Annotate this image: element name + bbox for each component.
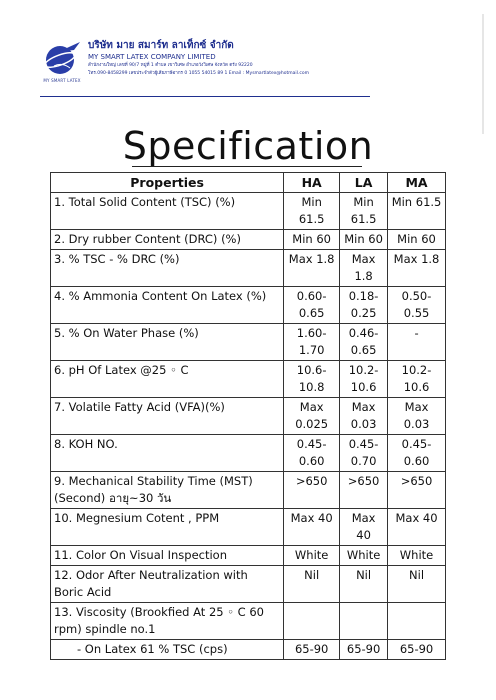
ma-value-cell: 65-90	[388, 640, 446, 660]
ha-value-cell: Min 61.5	[284, 193, 340, 230]
ma-value-cell: -	[388, 324, 446, 361]
ha-value-cell: Min 60	[284, 230, 340, 250]
table-row	[51, 324, 446, 361]
ha-value-cell: 65-90	[284, 640, 340, 660]
table-row	[51, 193, 446, 230]
table-body	[51, 193, 446, 660]
property-cell: 6. pH Of Latex @25 ◦ C	[51, 361, 284, 398]
ma-value-cell: Min 60	[388, 230, 446, 250]
property-cell: 10. Megnesium Cotent , PPM	[51, 509, 284, 546]
la-value-cell: Max 1.8	[340, 250, 388, 287]
table-row	[51, 566, 446, 603]
property-cell: 1. Total Solid Content (TSC) (%)	[51, 193, 284, 230]
property-cell: 13. Viscosity (Brookfied At 25 ◦ C 60 rpm) spindle no.1	[51, 603, 284, 640]
la-value-cell: Min 60	[340, 230, 388, 250]
la-value-cell: Nil	[340, 566, 388, 603]
table-row	[51, 361, 446, 398]
specification-table	[50, 172, 446, 660]
la-value-cell: >650	[340, 472, 388, 509]
property-cell: 2. Dry rubber Content (DRC) (%)	[51, 230, 284, 250]
ha-value-cell: White	[284, 546, 340, 566]
property-cell: 9. Mechanical Stability Time (MST)(Second) อายุ~30 วัน	[51, 472, 284, 509]
table-row	[51, 472, 446, 509]
letterhead	[40, 38, 370, 102]
table-row	[51, 398, 446, 435]
table-row	[51, 287, 446, 324]
ha-value-cell: Max 40	[284, 509, 340, 546]
table-row	[51, 603, 446, 640]
company-contact: โทร.090-8458299 เลขประจำตัวผู้เสียภาษีอากร 0 1055 54015 89 1 Email : Mysmartlatex@hotmail.com	[88, 71, 309, 76]
la-value-cell: 65-90	[340, 640, 388, 660]
property-cell: 4. % Ammonia Content On Latex (%)	[51, 287, 284, 324]
ma-value-cell	[388, 603, 446, 640]
header-properties: Properties	[51, 173, 284, 193]
table-row	[51, 250, 446, 287]
property-cell: 11. Color On Visual Inspection	[51, 546, 284, 566]
la-value-cell: 0.46-0.65	[340, 324, 388, 361]
page-title: Specification	[122, 124, 374, 168]
ma-value-cell: >650	[388, 472, 446, 509]
ma-value-cell: Nil	[388, 566, 446, 603]
property-cell: - On Latex 61 % TSC (cps)	[51, 640, 284, 660]
property-cell: 5. % On Water Phase (%)	[51, 324, 284, 361]
la-value-cell: 0.18-0.25	[340, 287, 388, 324]
ha-value-cell: Max 1.8	[284, 250, 340, 287]
globe-airplane-icon	[40, 38, 84, 78]
header-la: LA	[340, 173, 388, 193]
la-value-cell: Max 0.03	[340, 398, 388, 435]
ma-value-cell: Max 1.8	[388, 250, 446, 287]
letterhead-divider	[40, 96, 370, 97]
header-ha: HA	[284, 173, 340, 193]
ma-value-cell: White	[388, 546, 446, 566]
table-header-row	[51, 173, 446, 193]
table-row	[51, 435, 446, 472]
property-cell: 12. Odor After Neutralization with Boric Acid	[51, 566, 284, 603]
la-value-cell: 0.45-0.70	[340, 435, 388, 472]
company-address: สำนักงานใหญ่ เลขที่ 90/7 หมู่ที่ 1 ตำบล เขาวิเศษ อำเภอวังวิเศษ จังหวัด ตรัง 92220	[88, 63, 253, 68]
page-edge-line	[482, 14, 484, 134]
property-cell: 3. % TSC - % DRC (%)	[51, 250, 284, 287]
header-ma: MA	[388, 173, 446, 193]
ha-value-cell: 0.60-0.65	[284, 287, 340, 324]
ma-value-cell: 0.45-0.60	[388, 435, 446, 472]
ma-value-cell: Max 0.03	[388, 398, 446, 435]
ha-value-cell: Max 0.025	[284, 398, 340, 435]
table-row	[51, 509, 446, 546]
ha-value-cell: 0.45-0.60	[284, 435, 340, 472]
table-row	[51, 546, 446, 566]
table-row	[51, 640, 446, 660]
la-value-cell	[340, 603, 388, 640]
ma-value-cell: Max 40	[388, 509, 446, 546]
logo-tagline: MY SMART LATEX	[43, 78, 81, 83]
property-cell: 7. Volatile Fatty Acid (VFA)(%)	[51, 398, 284, 435]
ma-value-cell: 0.50-0.55	[388, 287, 446, 324]
ha-value-cell	[284, 603, 340, 640]
la-value-cell: 10.2-10.6	[340, 361, 388, 398]
ma-value-cell: 10.2-10.6	[388, 361, 446, 398]
la-value-cell: Min 61.5	[340, 193, 388, 230]
company-name-english: MY SMART LATEX COMPANY LIMITED	[88, 53, 216, 61]
company-logo	[40, 38, 84, 88]
property-cell: 8. KOH NO.	[51, 435, 284, 472]
ha-value-cell: >650	[284, 472, 340, 509]
title-underline	[132, 166, 362, 167]
ma-value-cell: Min 61.5	[388, 193, 446, 230]
company-name-thai: บริษัท มาย สมาร์ท ลาเท็กซ์ จำกัด	[88, 40, 234, 51]
table-row	[51, 230, 446, 250]
ha-value-cell: 1.60-1.70	[284, 324, 340, 361]
la-value-cell: White	[340, 546, 388, 566]
ha-value-cell: Nil	[284, 566, 340, 603]
la-value-cell: Max 40	[340, 509, 388, 546]
ha-value-cell: 10.6-10.8	[284, 361, 340, 398]
